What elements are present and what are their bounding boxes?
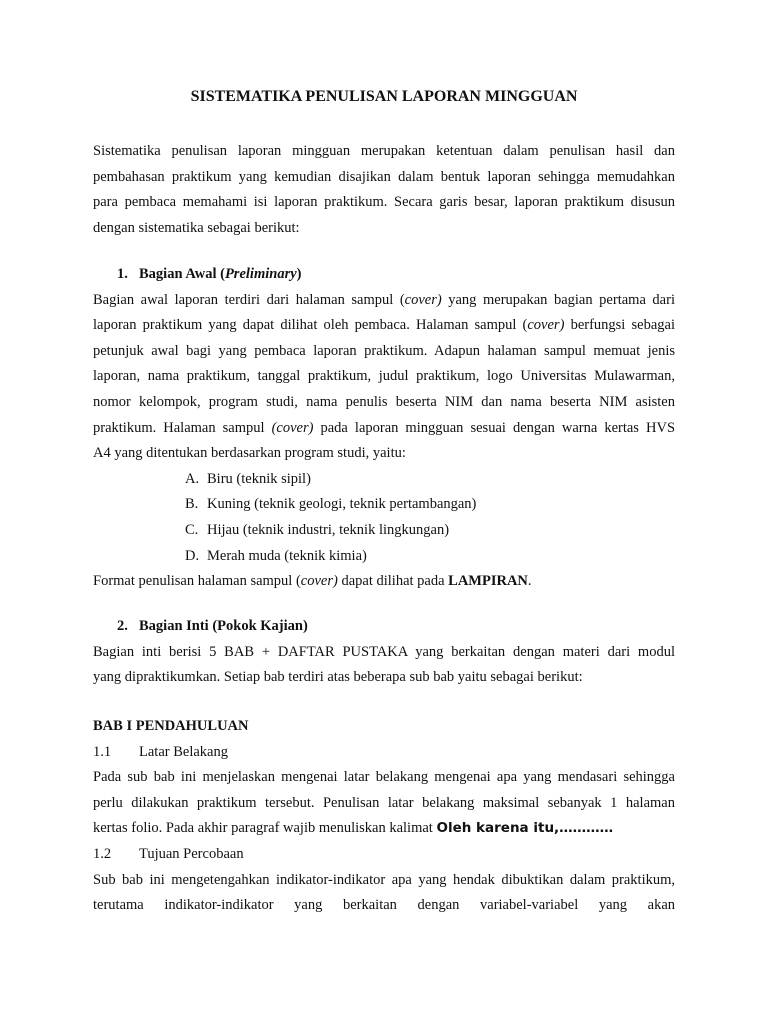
intro-line: pembahasan praktikum yang kemudian disajikan dalam bentuk laporan sehingga memudahkan — [93, 168, 675, 185]
intro-line: para pembaca memahami isi laporan praktikum. Secara garis besar, laporan praktikum disusun — [93, 194, 675, 211]
list-item: A. Biru (teknik sipil) — [185, 470, 311, 487]
section-heading — [93, 614, 675, 640]
intro-line: dengan sistematika sebagai berikut: — [93, 219, 300, 236]
paragraph-line: yang dipraktikumkan. Setiap bab terdiri atas beberapa sub bab yaitu sebagai berikut: — [93, 669, 583, 686]
paragraph-line: Bagian awal laporan terdiri dari halaman sampul (cover) yang merupakan bagian pertama dari — [93, 291, 675, 308]
section-number: 2. — [117, 618, 128, 634]
section-title-italic: Preliminary — [224, 266, 297, 282]
paragraph-line: A4 yang ditentukan berdasarkan program studi, yaitu: — [93, 445, 406, 462]
intro-line: Sistematika penulisan laporan mingguan merupakan ketentuan dalam penulisan hasil dan — [93, 143, 675, 159]
list-item: C. Hijau (teknik industri, teknik lingkungan) — [185, 521, 450, 538]
list-item: B. Kuning (teknik geologi, teknik pertambangan) — [185, 496, 477, 513]
paragraph-line: terutama indikator-indikator yang berkaitan dengan variabel-variabel yang akan — [93, 897, 675, 914]
paragraph-line: laporan, nama praktikum, tanggal praktikum, judul praktikum, logo Universitas Mulawarman, — [93, 368, 675, 385]
paragraph-line: Sub bab ini mengetengahkan indikator-indikator apa yang hendak dibuktikan dalam praktikum, — [93, 871, 675, 888]
section-title: Bagian Inti (Pokok Kajian) — [139, 618, 308, 634]
format-note: Format penulisan halaman sampul (cover) dapat dilihat pada LAMPIRAN. — [93, 573, 532, 590]
paragraph-line: nomor kelompok, program studi, nama penulis beserta NIM dan nama beserta NIM asisten — [93, 393, 675, 410]
paragraph-line: Pada sub bab ini menjelaskan mengenai latar belakang mengenai apa yang mendasari sehingga — [93, 769, 675, 786]
section-heading — [93, 262, 675, 288]
section-number: 1. — [117, 266, 128, 282]
paragraph-line: praktikum. Halaman sampul (cover) pada laporan mingguan sesuai dengan warna kertas HVS — [93, 419, 676, 436]
section-title: Bagian Awal ( — [139, 266, 225, 282]
section-bagian-awal — [93, 262, 675, 595]
section-bagian-inti — [93, 614, 675, 691]
subsection-heading: 1.2 Tujuan Percobaan — [93, 845, 244, 862]
intro-paragraph — [93, 139, 675, 241]
paragraph-line: laporan praktikum yang dapat dilihat oleh pembaca. Halaman sampul (cover) berfungsi sebagai — [93, 317, 675, 334]
subsection-heading: 1.1 Latar Belakang — [93, 743, 228, 760]
bab-pendahuluan — [93, 714, 675, 919]
page-title: SISTEMATIKA PENULISAN LAPORAN MINGGUAN — [190, 88, 578, 105]
paragraph-line: kertas folio. Pada akhir paragraf wajib menuliskan kalimat Oleh karena itu,………… — [93, 820, 614, 837]
chapter-heading: BAB I PENDAHULUAN — [93, 718, 249, 734]
paragraph-line: perlu dilakukan praktikum tersebut. Penulisan latar belakang maksimal sebanyak 1 halaman — [93, 794, 675, 811]
paragraph-line: Bagian inti berisi 5 BAB + DAFTAR PUSTAKA yang berkaitan dengan materi dari modul — [93, 643, 675, 660]
section-title-end: ) — [296, 266, 302, 282]
paragraph-line: petunjuk awal bagi yang pembaca laporan praktikum. Adapun halaman sampul memuat jenis — [93, 342, 675, 359]
list-item: D. Merah muda (teknik kimia) — [185, 547, 367, 564]
